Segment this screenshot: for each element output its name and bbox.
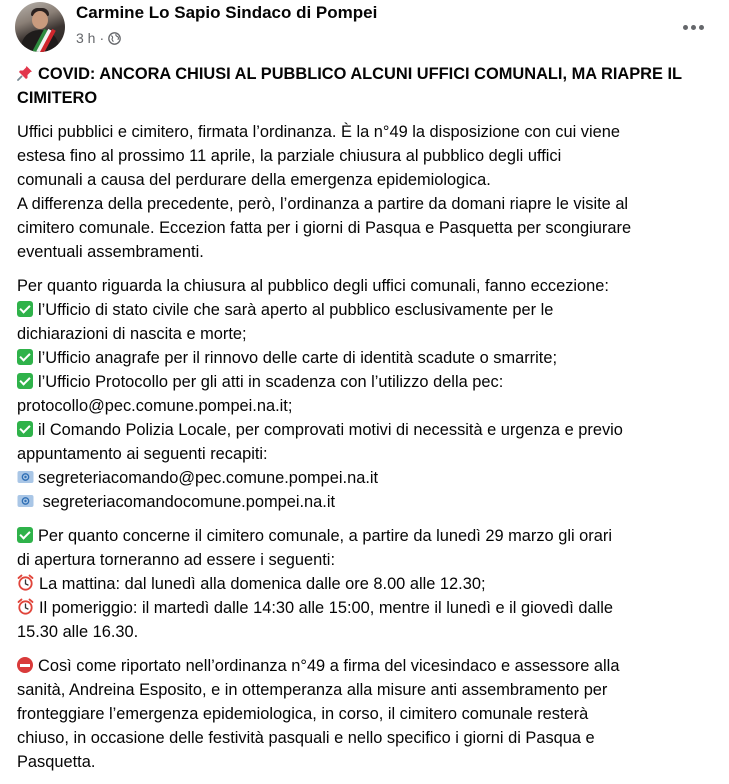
- post-time[interactable]: 3 h: [76, 30, 96, 46]
- closure-line: [17, 654, 717, 678]
- paragraph-offices: [17, 274, 717, 514]
- list-item-text: il Comando Polizia Locale, per comprovati motivi di necessità e urgenza e previo: [38, 421, 623, 439]
- list-item-text: l’Ufficio anagrafe per il rinnovo delle carte di identità scadute o smarrite;: [38, 349, 558, 367]
- closure-text: Così come riportato nell’ordinanza n°49 a firma del vicesindaco e assessore alla: [38, 657, 620, 675]
- check-mark-icon: [17, 527, 33, 543]
- meta-separator: ·: [99, 30, 105, 46]
- cemetery-line: di apertura torneranno ad essere i seguenti:: [17, 551, 336, 569]
- intro-line: A differenza della precedente, però, l’ordinanza a partire da domani riapre le visite al: [17, 195, 629, 213]
- list-item: [17, 370, 717, 394]
- closure-line: fronteggiare l’emergenza epidemiologica, in corso, il cimitero comunale resterà: [17, 705, 589, 723]
- post-header: [15, 2, 715, 52]
- schedule-afternoon: [17, 596, 717, 620]
- globe-icon[interactable]: [108, 32, 121, 45]
- author-name[interactable]: Carmine Lo Sapio Sindaco di Pompei: [76, 3, 378, 22]
- offices-intro: Per quanto riguarda la chiusura al pubblico degli uffici comunali, fanno eccezione:: [17, 277, 609, 295]
- list-item-text: l’Ufficio Protocollo per gli atti in scadenza con l’utilizzo della pec:: [38, 373, 504, 391]
- intro-line: cimitero comunale. Eccezion fatta per i giorni di Pasqua e Pasquetta per scongiurare: [17, 219, 632, 237]
- post-title: [17, 62, 717, 110]
- list-item-text: l’Ufficio di stato civile che sarà aperto al pubblico esclusivamente per le: [38, 301, 554, 319]
- check-mark-icon: [17, 373, 33, 389]
- cemetery-text: Per quanto concerne il cimitero comunale, a partire da lunedì 29 marzo gli orari: [38, 527, 612, 545]
- alarm-clock-icon: [17, 574, 34, 591]
- no-entry-icon: [17, 657, 33, 673]
- intro-line: comunali a causa del perdurare della emergenza epidemiologica.: [17, 171, 491, 189]
- post-body: [17, 62, 717, 784]
- paragraph-cemetery: [17, 524, 717, 644]
- check-mark-icon: [17, 301, 33, 317]
- intro-line: eventuali assembramenti.: [17, 243, 204, 261]
- intro-line: estesa fino al prossimo 11 aprile, la parziale chiusura al pubblico degli uffici: [17, 147, 562, 165]
- more-options-icon[interactable]: [679, 18, 707, 36]
- email-address[interactable]: segreteriacomandocomune.pompei.na.it: [42, 493, 336, 511]
- list-item-continued: dichiarazioni di nascita e morte;: [17, 325, 247, 343]
- check-mark-icon: [17, 349, 33, 365]
- pec-address: protocollo@pec.comune.pompei.na.it;: [17, 397, 293, 415]
- intro-line: Uffici pubblici e cimitero, firmata l’ordinanza. È la n°49 la disposizione con cui viene: [17, 123, 620, 141]
- schedule-morning: [17, 572, 717, 596]
- alarm-clock-icon: [17, 598, 34, 615]
- schedule-text: Il pomeriggio: il martedì dalle 14:30 alle 15:00, mentre il lunedì e il giovedì dalle: [39, 599, 614, 617]
- schedule-text: La mattina: dal lunedì alla domenica dalle ore 8.00 alle 12.30;: [39, 575, 486, 593]
- pushpin-icon: [17, 65, 33, 81]
- schedule-afternoon-continued: 15.30 alle 16.30.: [17, 623, 139, 641]
- list-item: [17, 298, 717, 322]
- closure-line: Pasquetta.: [17, 753, 96, 771]
- envelope-icon: [17, 470, 34, 484]
- list-item: [17, 346, 717, 370]
- email-address[interactable]: segreteriacomando@pec.comune.pompei.na.it: [38, 469, 379, 487]
- cemetery-line: [17, 524, 717, 548]
- author-avatar[interactable]: [15, 2, 65, 52]
- post-meta: [76, 30, 121, 46]
- list-item: [17, 418, 717, 442]
- closure-line: chiuso, in occasione delle festività pasquali e nello specifico i giorni di Pasqua e: [17, 729, 595, 747]
- check-mark-icon: [17, 421, 33, 437]
- email-line: [17, 466, 717, 490]
- email-line: [17, 490, 717, 514]
- paragraph-intro: [17, 120, 717, 264]
- envelope-icon: [17, 494, 34, 508]
- title-text: COVID: ANCORA CHIUSI AL PUBBLICO ALCUNI UFFICI COMUNALI, MA RIAPRE IL CIMITERO: [17, 65, 682, 107]
- paragraph-closure: [17, 654, 717, 774]
- list-item-continued: appuntamento ai seguenti recapiti:: [17, 445, 268, 463]
- closure-line: sanità, Andreina Esposito, e in ottemperanza alla misure anti assembramento per: [17, 681, 608, 699]
